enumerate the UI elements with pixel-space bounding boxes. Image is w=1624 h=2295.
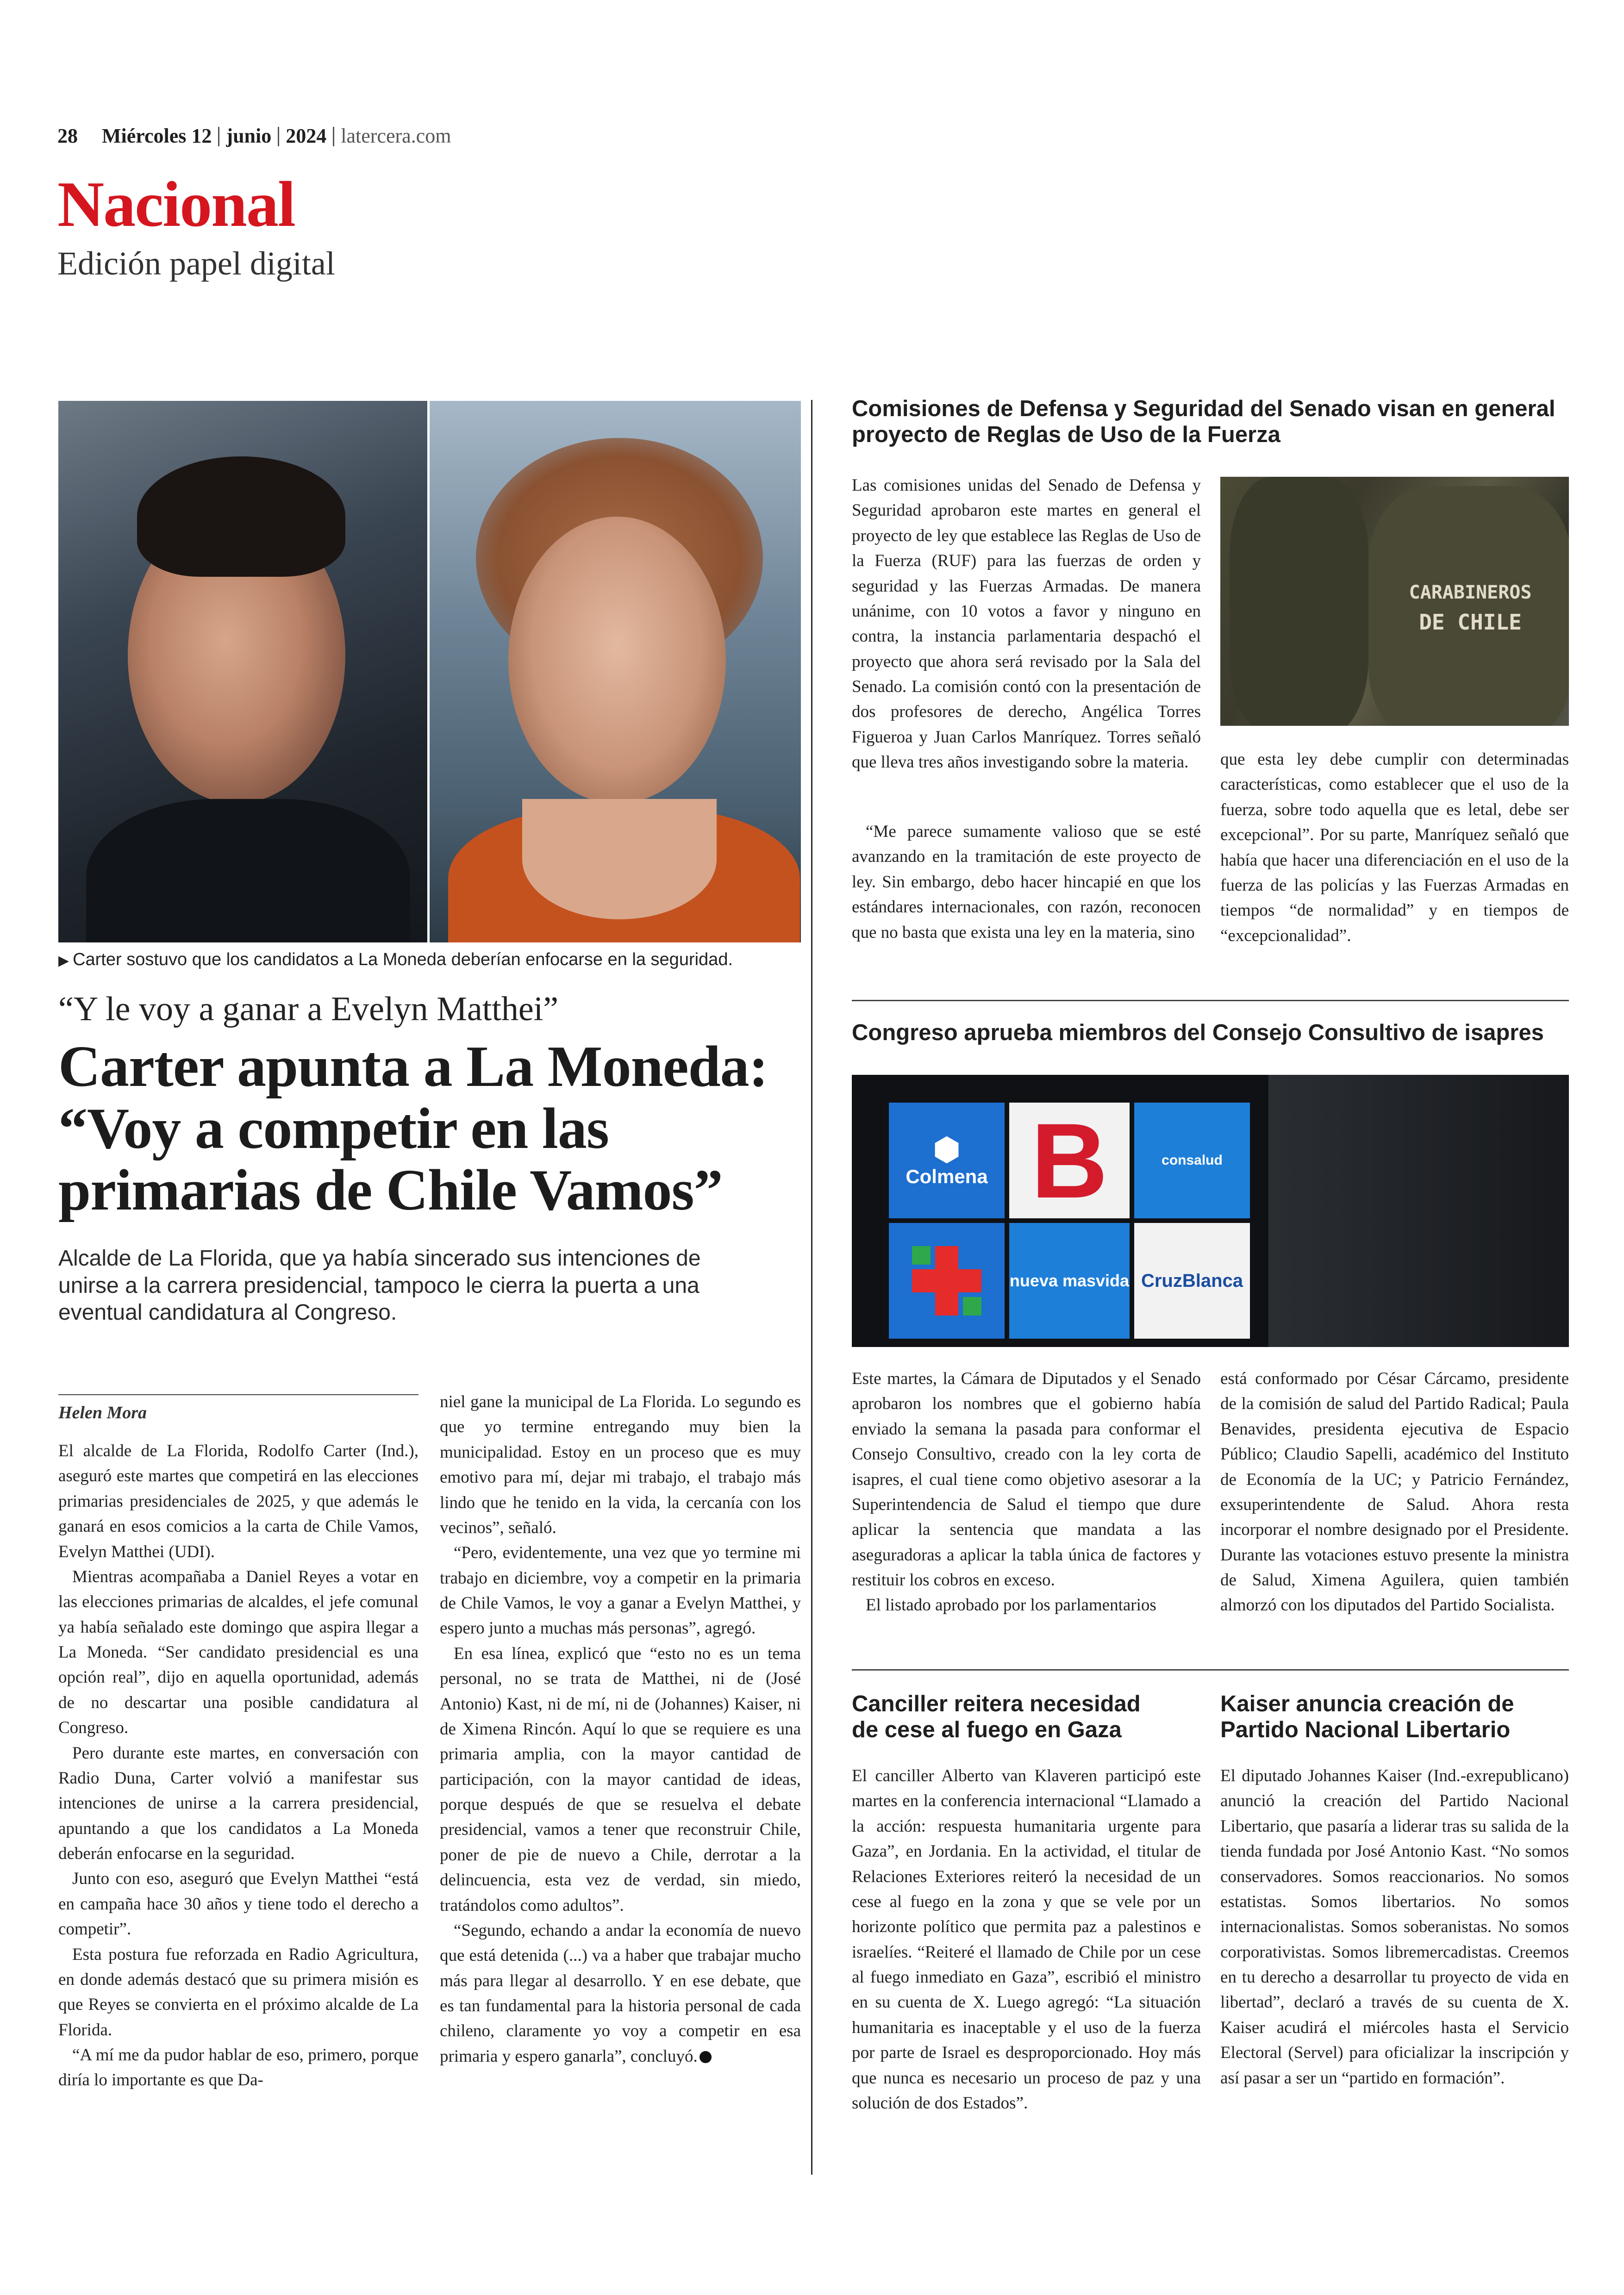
carabineros-badge: CARABINEROS DE CHILE: [1409, 582, 1532, 635]
logo-masvida: nueva masvida: [1009, 1223, 1130, 1339]
logo-cruzblanca: CruzBlanca: [1134, 1223, 1250, 1339]
section-rule: [852, 1000, 1569, 1001]
paragraph: “Segundo, echando a andar la economía de nuevo que está detenida (...) va a haber que trabajar mucho más para llegar al desarrollo. Y en ese debate, que es tan fundamental para la historia personal de cada chileno, claramente yo voy a competir en esa primaria y espero ganarla”, concluyó.: [440, 1921, 801, 2066]
paragraph: Pero durante este martes, en conversación con Radio Duna, Carter volvió a manifestar sus intenciones de unirse a la carrera presidencial, apuntando a que los candidatos a La Moneda deberán enfocarse en la seguridad.: [58, 1743, 418, 1863]
paragraph: Esta postura fue reforzada en Radio Agricultura, en donde además destacó que su primera misión es que Reyes se convierta en el próximo alcalde de La Florida.: [58, 1945, 418, 2039]
ruf-column-a: Las comisiones unidas del Senado de Defensa y Seguridad aprobaron este martes en general el proyecto de ley que establece las Reglas de Uso de la Fuerza (RUF) para las fuerzas de orden y seguridad y las Fuerzas Armadas. De manera unánime, con 10 votos a favor y ninguno en contra, la instancia parlamentaria despachó el proyecto que ahora será revisado por la Sala del Senado. La comisión contó con la presentación de dos profesores de derecho, Angélica Torres Figueroa y Juan Carlos Manríquez. Torres señaló que lleva tres años investigando sobre la materia.: [852, 476, 1201, 772]
photo-carter: [58, 401, 427, 942]
isapres-headline: Congreso aprueba miembros del Consejo Consultivo de isapres: [852, 1020, 1544, 1045]
paragraph: “A mí me da pudor hablar de eso, primero, porque diría lo importante es que Da-: [58, 2046, 418, 2090]
main-column-b: [440, 1390, 801, 2069]
cross-icon: [912, 1246, 981, 1316]
logo-consalud: consalud: [1134, 1103, 1250, 1218]
deck: Alcalde de La Florida, que ya había sincerado sus intenciones de unirse a la carrera presidencial, tampoco le cierra la puerta a una eventual candidatura al Congreso.: [58, 1246, 701, 1325]
gaza-headline: Canciller reitera necesidad de cese al fuego en Gaza: [852, 1691, 1141, 1742]
isapres-column-b: está conformado por César Cárcamo, presidente de la comisión de salud del Partido Radical; Paula Benavides, presidenta ejecutiva de Espacio Público; Claudio Sapelli, académico del Instituto de Economía de la UC; y Patricio Fernández, exsuperintendente de Salud. Ahora resta incorporar el nombre designado por el Presidente. Durante las votaciones estuvo presente la ministra de Salud, Ximena Aguilera, quien también almorzó con los diputados del Partido Socialista.: [1220, 1369, 1569, 1615]
logo-colmena: ⬢ Colmena: [889, 1103, 1005, 1218]
ruf-column-a-continued: “Me parece sumamente valioso que se esté avanzando en la tramitación de este proyecto de ley. Sin embargo, debo hacer hincapié en que los estándares internacionales, con razón, reconocen que no basta que exista una ley en la materia, sino: [852, 822, 1201, 942]
section-title: Nacional: [57, 168, 295, 240]
logo-cross: [889, 1223, 1005, 1339]
paragraph: Mientras acompañaba a Daniel Reyes a votar en las elecciones primarias de alcaldes, el jefe comunal ya había señalado este domingo que aspira llegar a La Moneda. “Ser candidato presidencial es una opción real”, dijo en aquella oportunidad, además de no descartar una posible candidatura al Congreso.: [58, 1567, 418, 1738]
ruf-column-b: que esta ley debe cumplir con determinadas características, como establecer que el uso de la fuerza, sobre todo aquella que es letal, debe ser excepcional”. Por su parte, Manríquez señaló que había que hacer una diferenciación en el uso de la fuerza de las policías y las Fuerzas Armadas en tiempos “de normalidad” y en tiempos de “excepcionalidad”.: [1220, 750, 1569, 945]
byline: Helen Mora: [58, 1403, 147, 1422]
paragraph: niel gane la municipal de La Florida. Lo segundo es que yo termine entregando muy bien la municipalidad. Estoy en un proceso que es muy emotivo para mí, dejar mi trabajo, el trabajo más lindo que he tenido en la vida, la cercanía con los vecinos”, señaló.: [440, 1392, 801, 1537]
kaiser-headline: Kaiser anuncia creación de Partido Nacional Libertario: [1220, 1691, 1514, 1742]
column-divider: [811, 400, 812, 2175]
section-rule: [852, 1669, 1569, 1671]
paragraph: El alcalde de La Florida, Rodolfo Carter (Ind.), aseguró este martes que competirá en las elecciones primarias presidenciales de 2025, y que además le ganará en esos comicios a la carta de Chile Vamos, Evelyn Matthei (UDI).: [58, 1441, 418, 1561]
paragraph: “Pero, evidentemente, una vez que yo termine mi trabajo en diciembre, voy a competir en la primaria de Chile Vamos, le voy a ganar a Evelyn Matthei, y espero junto a muchas más personas”, agregó.: [440, 1543, 801, 1638]
photo-caption: ▶ Carter sostuvo que los candidatos a La Moneda deberían enfocarse en la seguridad.: [58, 950, 733, 969]
date-day: Miércoles 12: [102, 125, 212, 147]
isapres-column-a: Este martes, la Cámara de Diputados y el Senado aprobaron los nombres que el gobierno había enviado la semana la pasada para conformar el Consejo Consultivo, creado con la ley corta de isapres, el cual tiene como objetivo asesorar a la Superintendencia de Salud el tiempo que dure aplicar la sentencia que mandata a las aseguradoras a aplicar la tabla única de factores y restituir los cobros en exceso. El listado aprobado por los parlamentarios: [852, 1369, 1201, 1615]
photo-background: [1268, 1075, 1569, 1347]
logo-banmedica: B: [1009, 1103, 1130, 1218]
ruf-headline: Comisiones de Defensa y Seguridad del Senado visan en general proyecto de Reglas de Uso de la Fuerza: [852, 396, 1555, 447]
end-mark-icon: [700, 2051, 712, 2063]
colmena-icon: ⬢: [932, 1131, 961, 1167]
photo-matthei: [430, 401, 801, 942]
edition-label: Edición papel digital: [57, 245, 335, 282]
gaza-body: El canciller Alberto van Klaveren participó este martes en la conferencia internacional “Llamado a la acción: respuesta humanitaria urgente para Gaza”, en Jordania. En la actividad, el titular de Relaciones Exteriores reiteró la necesidad de un cese al fuego en la zona y que se vele por un horizonte político que permita paz a palestinos e israelíes. “Reiteré el llamado de Chile por un cese al fuego inmediato en Gaza”, escribió el ministro en su cuenta de X. Luego agregó: “La situación humanitaria es inaceptable y el uso de la fuerza por parte de Israel es desproporcionado. Hoy más que nunca es necesario un proceso de paz y una solución de dos Estados”.: [852, 1766, 1201, 2113]
folio: [57, 124, 451, 148]
photo-isapres: [852, 1075, 1569, 1347]
kaiser-body: El diputado Johannes Kaiser (Ind.-exrepublicano) anunció la creación del Partido Nacional Libertario, que pasaría a liderar tras su salida de la tienda fundada por José Antonio Kast. “No somos conservadores. Somos reaccionarios. No somos estatistas. Somos libertarios. No somos internacionalistas. Somos soberanistas. No somos corporativistas. Somos libremercadistas. Creemos en tu derecho a desarrollar tu proyecto de vida en libertad”, declaró a través de su cuenta de X. Kaiser acudirá el miércoles hasta el Servicio Electoral (Servel) para oficializar la inscripción y así pasar a ser un “partido en formación”.: [1220, 1766, 1569, 2088]
kicker: “Y le voy a ganar a Evelyn Matthei”: [58, 990, 559, 1028]
photo-carabineros: [1220, 477, 1569, 726]
date-year: 2024: [286, 125, 327, 147]
main-column-a: [58, 1439, 418, 2093]
page-number: 28: [57, 125, 78, 147]
caption-arrow-icon: ▶: [58, 953, 69, 968]
paragraph: Junto con eso, aseguró que Evelyn Matthei “está en campaña hace 30 años y tiene todo el derecho a competir”.: [58, 1869, 418, 1939]
paragraph: En esa línea, explicó que “esto no es un tema personal, no se trata de Matthei, ni de (José Antonio) Kast, ni de mí, ni de (Johannes) Kaiser, ni de Ximena Rincón. Aquí lo que se requiere es una primaria amplia, con la mayor cantidad de participación, con la mayor cantidad de ideas, porque después de que se resuelva el debate presidencial, vamos a tener que reconstruir Chile, poner de pie de nuevo a Chile, derrotar a la delincuencia, esta vez de verdad, sin miedo, tratándolos como adultos”.: [440, 1644, 801, 1915]
byline-rule: [58, 1394, 418, 1395]
headline: Carter apunta a La Moneda: “Voy a competir en las primarias de Chile Vamos”: [58, 1035, 768, 1223]
site-link[interactable]: latercera.com: [341, 125, 451, 147]
date-month: junio: [226, 125, 272, 147]
